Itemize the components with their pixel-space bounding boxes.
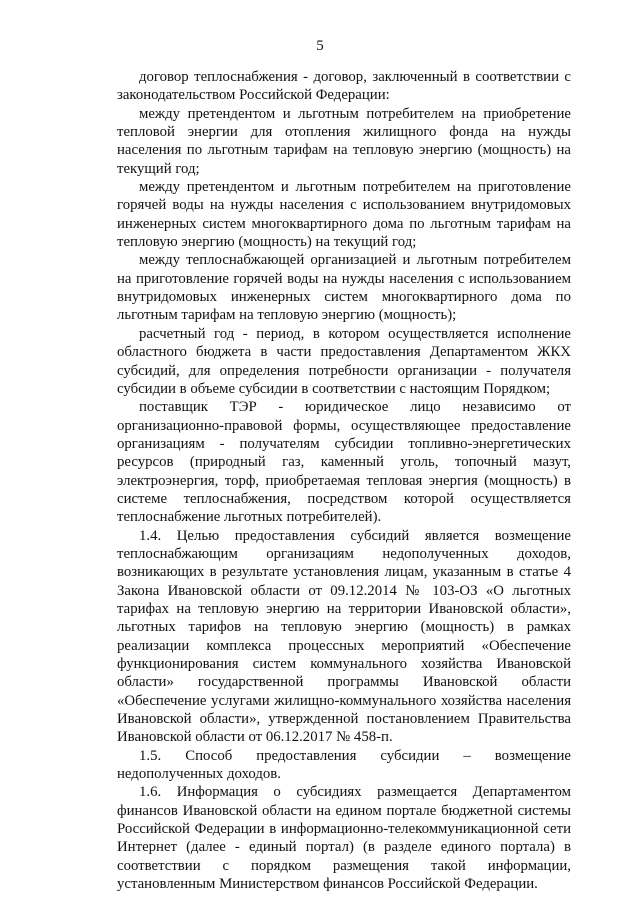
- paragraph-section-1-6: 1.6. Информация о субсидиях размещается Департаментом финансов Ивановской области на едином портале бюджетной системы Российской Федерации в информационно-телекоммуникационной сети Интернет (далее - единый портал) (в разделе единого портала) в соответствии с порядком размещения такой информации, установленным Министерством финансов Российской Федерации.: [117, 784, 571, 893]
- paragraph-contract-hot-water-organization: между теплоснабжающей организацией и льготным потребителем на приготовление горячей воды на нужды населения с использованием внутридомовых инженерных систем многоквартирного дома по льготным тарифам на тепловую энергию (мощность);: [117, 252, 571, 324]
- paragraph-section-1-5: 1.5. Способ предоставления субсидии – возмещение недополученных доходов.: [117, 747, 571, 783]
- paragraph-heat-supply-contract-definition: договор теплоснабжения - договор, заключенный в соответствии с законодательством Российской Федерации:: [117, 69, 571, 104]
- paragraph-section-1-4: 1.4. Целью предоставления субсидий является возмещение теплоснабжающим организациям недополученных доходов, возникающих в результате установления лицам, указанным в статье 4 Закона Ивановской области от 09.12.2014 № 103-ОЗ «О льготных тарифах на тепловую энергию на территории Ивановской области», льготных тарифов на тепловую энергию (мощность) в рамках реализации комплекса процессных мероприятий «Обеспечение функционирования систем коммунального хозяйства Ивановской области» государственной программы Ивановской области «Обеспечение услугами жилищно-коммунального хозяйства населения Ивановской области», утвержденной постановлением Правительства Ивановской области от 06.12.2017 № 458-п.: [117, 527, 571, 746]
- paragraph-contract-hot-water-claimant: между претендентом и льготным потребителем на приготовление горячей воды на нужды населения с использованием внутридомовых инженерных систем многоквартирного дома по льготным тарифам на тепловую энергию (мощность) на текущий год;: [117, 179, 571, 251]
- paragraph-settlement-year-definition: расчетный год - период, в котором осуществляется исполнение областного бюджета в части предоставления Департаментом ЖКХ субсидий, для определения потребности организации - получателя субсидии в объеме субсидии в соответствии с настоящим Порядком;: [117, 325, 571, 397]
- page-number: 5: [316, 38, 324, 54]
- paragraph-fuel-supplier-definition: поставщик ТЭР - юридическое лицо независимо от организационно-правовой формы, осуществляющее предоставление организациям - получателям субсидии топливно-энергетических ресурсов (природный газ, каменный уголь, топочный мазут, электроэнергия, торф, приобретаемая тепловая энергия (мощность) в системе теплоснабжения, посредством которой осуществляется теплоснабжение льготных потребителей).: [117, 399, 571, 526]
- document-body: [117, 68, 571, 893]
- paragraph-contract-heating: между претендентом и льготным потребителем на приобретение тепловой энергии для отопления жилищного фонда на нужды населения по льготным тарифам на тепловую энергию (мощность) на текущий год;: [117, 105, 571, 177]
